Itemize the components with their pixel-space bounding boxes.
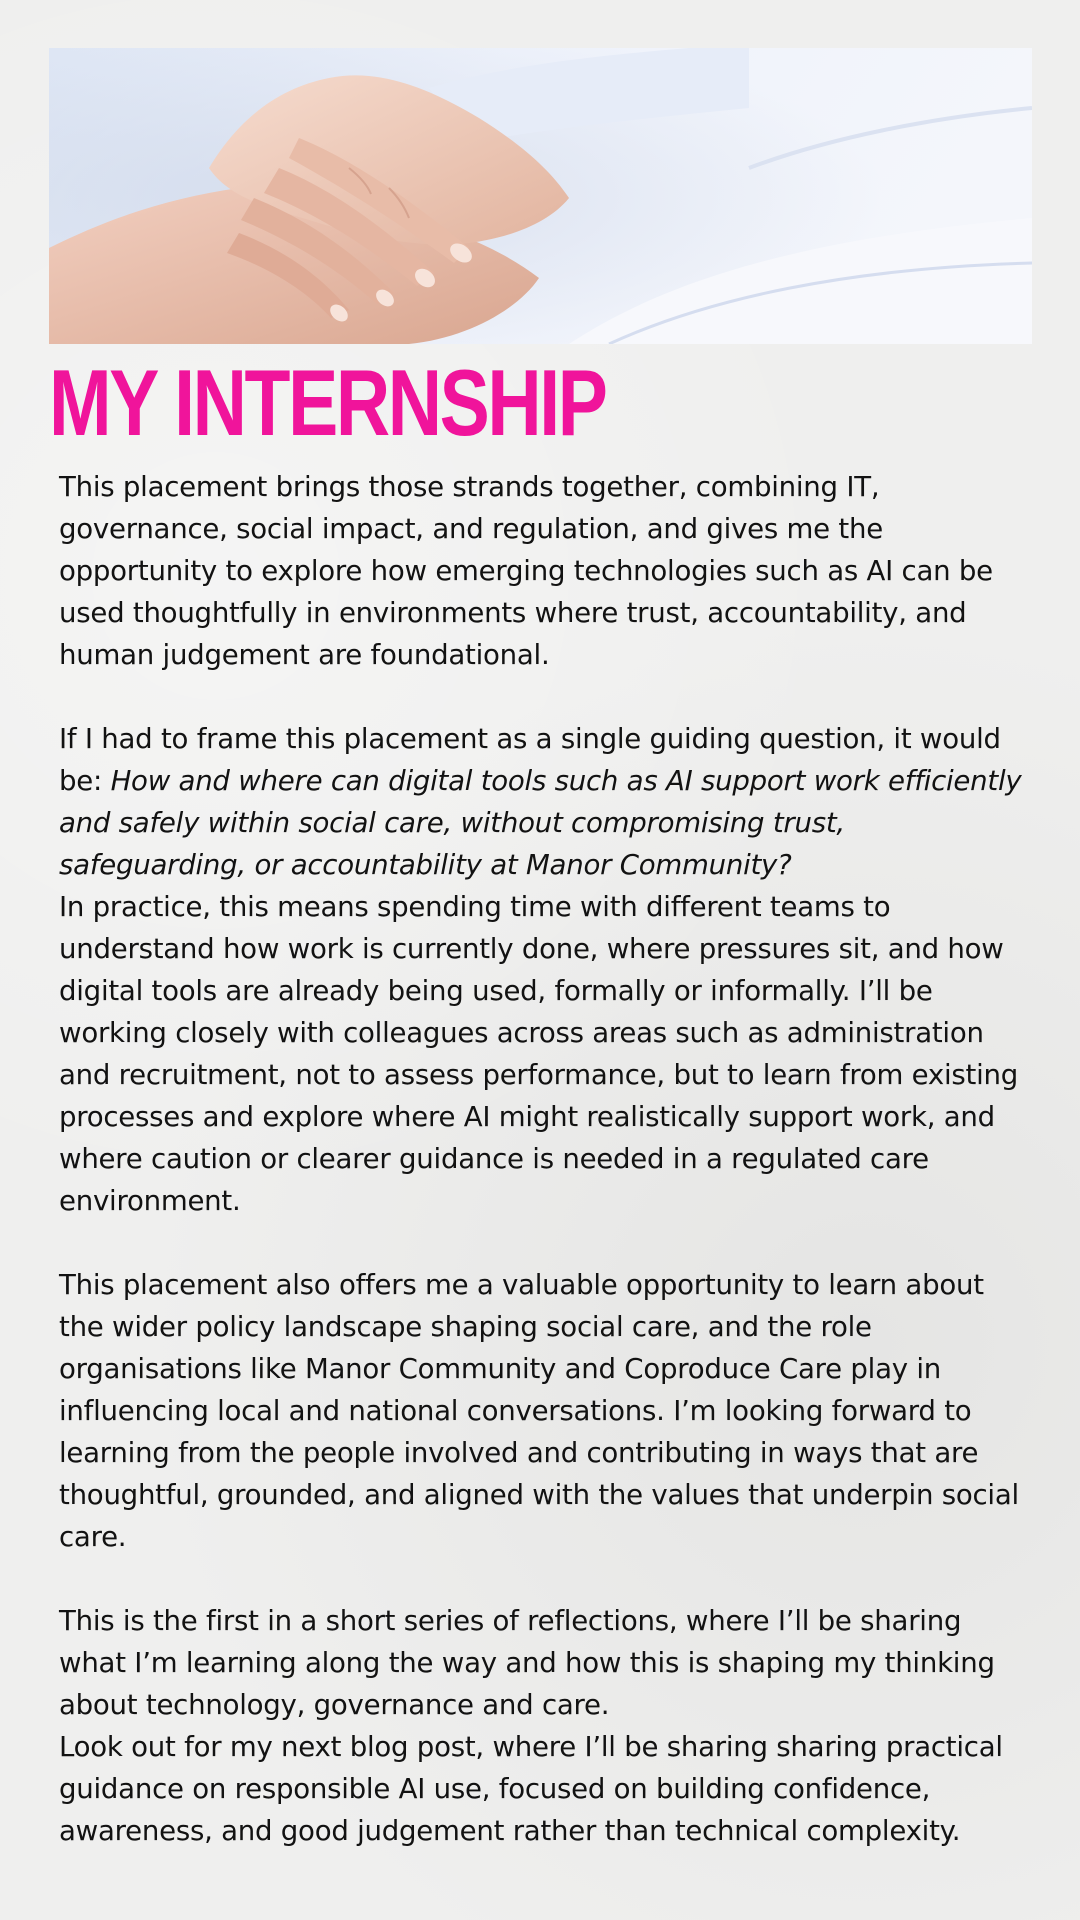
holding-hands-photo (49, 48, 1032, 344)
article-body (59, 466, 1034, 1852)
guiding-question-intro: If I had to frame this placement as a single guiding question, it would be: (59, 722, 1001, 797)
paragraph-spacer (59, 676, 1034, 718)
paragraph-guiding-question (59, 718, 1034, 886)
paragraph-spacer (59, 1222, 1034, 1264)
page-title: MY INTERNSHIP (49, 350, 606, 455)
paragraph-policy-landscape: This placement also offers me a valuable opportunity to learn about the wider policy landscape shaping social care, and the role organisations like Manor Community and Coproduce Care play in influencing local and national conversations. I’m looking forward to learning from the people involved and contributing in ways that are thoughtful, grounded, and aligned with the values that underpin social care. (59, 1268, 1019, 1553)
paragraph-placement-overview: This placement brings those strands together, combining IT, governance, social impact, and regulation, and gives me the opportunity to explore how emerging technologies such as AI can be used thoughtfully in environments where trust, accountability, and human judgement are foundational. (59, 470, 993, 671)
paragraph-next-post: Look out for my next blog post, where I’ll be sharing sharing practical guidance on responsible AI use, focused on building confidence, awareness, and good judgement rather than technical complexity. (59, 1730, 1003, 1847)
hero-image (49, 48, 1032, 344)
paragraph-spacer (59, 1558, 1034, 1600)
guiding-question-text: How and where can digital tools such as AI support work efficiently and safely within social care, without compromising trust, safeguarding, or accountability at Manor Community? (59, 764, 1022, 881)
paragraph-in-practice: In practice, this means spending time with different teams to understand how work is currently done, where pressures sit, and how digital tools are already being used, formally or informally. I’ll be working closely with colleagues across areas such as administration and recruitment, not to assess performance, but to learn from existing processes and explore where AI might realistically support work, and where caution or clearer guidance is needed in a regulated care environment. (59, 890, 1019, 1217)
paragraph-series-intro: This is the first in a short series of reflections, where I’ll be sharing what I’m learning along the way and how this is shaping my thinking about technology, governance and care. (59, 1604, 995, 1721)
